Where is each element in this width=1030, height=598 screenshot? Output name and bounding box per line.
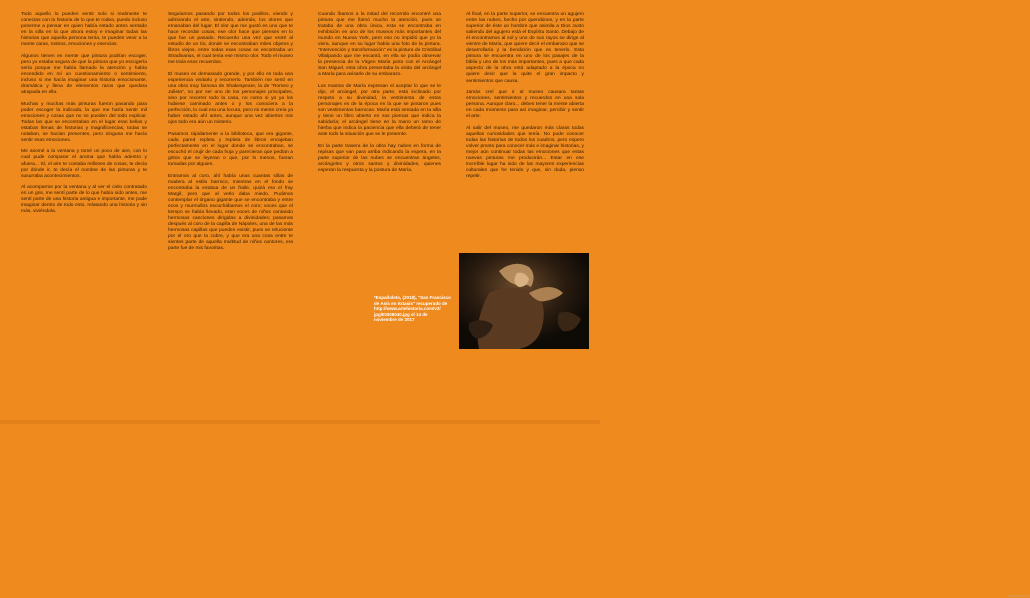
caption-line: de Asís en éxtasis" recuperado de [374, 300, 448, 306]
text-column-4 [466, 12, 584, 252]
text-column-3 [318, 12, 441, 302]
paragraph: Algunos tienen en mente que pintura podrían escoger, pero yo estaba segura de que la pintura que yo escogería sería porque me había llamado la atención y había encendido en mí un cuestionamiento o sentimiento, incluso si me hacía imaginar una historia emocionante, dramática y llena de elementos raros que quedara atrapada en ella. [21, 53, 147, 96]
caption-line: http://www.artehistoria.com/v2/ [374, 306, 441, 312]
paragraph: Seguíamos pasando por todos los pasillos, viendo y admirando el arte, sintiendo, además, los olores que emanaban del lugar. El olor que me gustó es uno que te hace recordar cosas, ese olor hace que pienses en lo que fue un pasado. Recuerdo una vez que entré al estudio de un tío, donde se encontraban miles objetos y libros viejos, entre todas esas cosas se encontraba un Stradivarius, el cual tenía ese mismo olor. Todo el museo me traía esos recuerdos. [168, 12, 293, 66]
image-caption [374, 295, 462, 323]
paragraph: Al acomparme por la ventana y al ver el cielo contratado en un gris, me sentí parte de lo que había sido antes, me sentí parte de una historia antigua e importante, me pude imaginar dentro de todo esto, relatando una historia y sin más, viviéndola. [21, 185, 147, 215]
paragraph: Todo aquello lo pueden sentir solo si realmente te conectas con la historia de lo que te rodea, puedo incluso ponerme a pensar en quien había estado antes sentado en la silla en la que ahora estoy e imaginar todas las historias que aquella persona tenía, te pueden venir a la mente caras, rostros, emociones y esencias. [21, 12, 147, 48]
painting-illustration [459, 253, 589, 349]
paragraph: En la parte trasera de la obra hay nubes en forma de repisas que van para arriba indicando la espera, en la parte superior de las nubes se encuentran ángeles, arcángeles y otros santos y divinidades, quienes esperan la respuesta y la postura de María. [318, 143, 441, 174]
paragraph: Jamás creí que ir al museo causara tantas emociones, sentimientos y recuerdos en una sola persona. Aunque claro... debes tener la mente abierta en cada momento para así imaginar, percibir y sentir el arte. [466, 90, 584, 120]
text-column-1 [21, 12, 147, 312]
paragraph: Al salir del museo, me quedaron más claras todas aquellas curiosidades que tenía. No pude conocer todas las historias de todos los cuadros, pero espero volver pronto para conocer más e imaginar historias, y mejor aún continuar todas las emociones que estas nuevas pinturas me producirán... Estar en ese increíble lugar ha sido de las mayores experiencias culturales que he tenido y que, sin duda, pienso repetir. [466, 125, 584, 180]
caption-line: noviembre de 2017 [374, 317, 415, 323]
paragraph: Los mantos de María expresan el aceptar lo que se le dijo, el arcángel, por otra parte, está inclinado por respeto a su divinidad, la vestimenta de estos personajes es de la época en la que se pintaron pues son vestimentas barrocas. María está sentada en la silla y tiene un libro abierto en sus piernas que indica la sabiduría; el arcángel tiene en la mano un ramo de hierba que indica la paciencia que ella deberá de tener ante todo la situación que se le presente. [318, 84, 441, 138]
photo-signature: ArteHistoria [1007, 594, 1030, 598]
caption-line: jpg/ESI08040.jpg el 14 de [374, 311, 428, 317]
page-bottom-strip [0, 420, 600, 424]
paragraph: El museo es demasiado grande, y por ello es toda una experiencia visitarlo y recorrerlo. También me sentí en una obra muy famosa de Shakespeare, la de “Romeo y Julieta”, no por ser uno de los personajes principales, sino por recorrer todo la casa, no como si yo ya los hubiese caminado antes o y los conociera a la perfección, lo cual era una locura, pero mi mente creía ya haber estado ahí antes, aunque una vez abiertos mis ojos todo era aún un misterio. [168, 71, 293, 126]
paragraph: Muchas y muchas más pinturas fueron pasando para poder escoger la indicada, la que me haría sentir mil emociones y cosas que no se pueden del todo explicar. Todas las que se encontraban en el lugar eran bellas y estaban llenas de historias y magnificencias, todas se notaban, se hacían presentes, pero ninguna me hacía sentir esas emociones. [21, 101, 147, 143]
paragraph: Pasamos rápidamente a la biblioteca, que era gigante, cada pared repleta y repleta de libros encajeban perfectamente en el lugar donde se encontraban, se escuchó el crujir de cada hoja y parecieran que pedían a gritos que se leyeran o que, por lo menos, fueran tomadas por alguien. [168, 131, 293, 168]
paragraph: Me asomé a la ventana y tomé un poco de aire, con lo cual pude comparar el aroma que había adentro y afuera... Sí, el aire te contaba millones de cosas, te decía por dónde ir, te decía el nombre de las pinturas y te susurraba acontecimientos. [21, 149, 147, 179]
text-column-2 [168, 12, 293, 312]
caption-line: *Españoleto, (2018), "San Francisco [374, 295, 451, 300]
paragraph: Al final, en la parte superior, se encuentra un agujero entre las nubes, hecho por querubines, y en la parte superior de éste un hombre que asimila a Dios Justo saliendo del agujero está el Espíritu Santo. Debajo de él encontramos al sol y uno de sus rayos se dirige al vientre de María, que quiere decir el embarazo que se desarrollaría y la bendición que es tenerlo. Esta pintura se encuentra en uno de los pasajes de la biblia y uno de los más importantes, pues a que cada aspecto de la obra está adaptado a la época no quiere decir que la quite el gran impacto y sentimientos que causa. [466, 12, 584, 84]
painting-photo [459, 253, 1030, 598]
paragraph: Entramos al coro, ahí había unas cuantas sillas de madera al estilo barroco, mientras en el fondo se encontraba la estatua de un fraile, quizá era el fray Margil, pero que al verlo daba miedo. Pudimos contemplar el órgano gigante que se encontraba y entre ecos y murmullos escuchábamos el coro; voces que el tiempo se había llevado, eran voces de niños cantando hermosas canciones dirigidas a divinidades; pasamos después al coro de la capilla de Nápoles, una de las más hermosas capillas que pueden existir, pues se reluciente por el oro que la cubre, y que era una cosa entre te sientes parte de aquella multitud de niños cantores, era parte fue de mis favoritas. [168, 173, 293, 252]
paragraph: Cuando íbamos a la mitad del recorrido encontré una pintura que me llamó mucho la atención, pues se trataba de una obra única, esta se encontraba en exhibición en uno de los museos más importantes del mundo en Nueva York, pero eso no impidió que yo la viera, aunque en su lugar había una foto de la pintura. “Intervención y transformación” es la pintura de Cristóbal Villalpando que me encantó, en ella se podía observar la presencia de la Virgen María junto con el Arcángel San Miguel, esta obra presentaba la visita del arcángel a María para avisarle de su embarazo. [318, 12, 441, 78]
